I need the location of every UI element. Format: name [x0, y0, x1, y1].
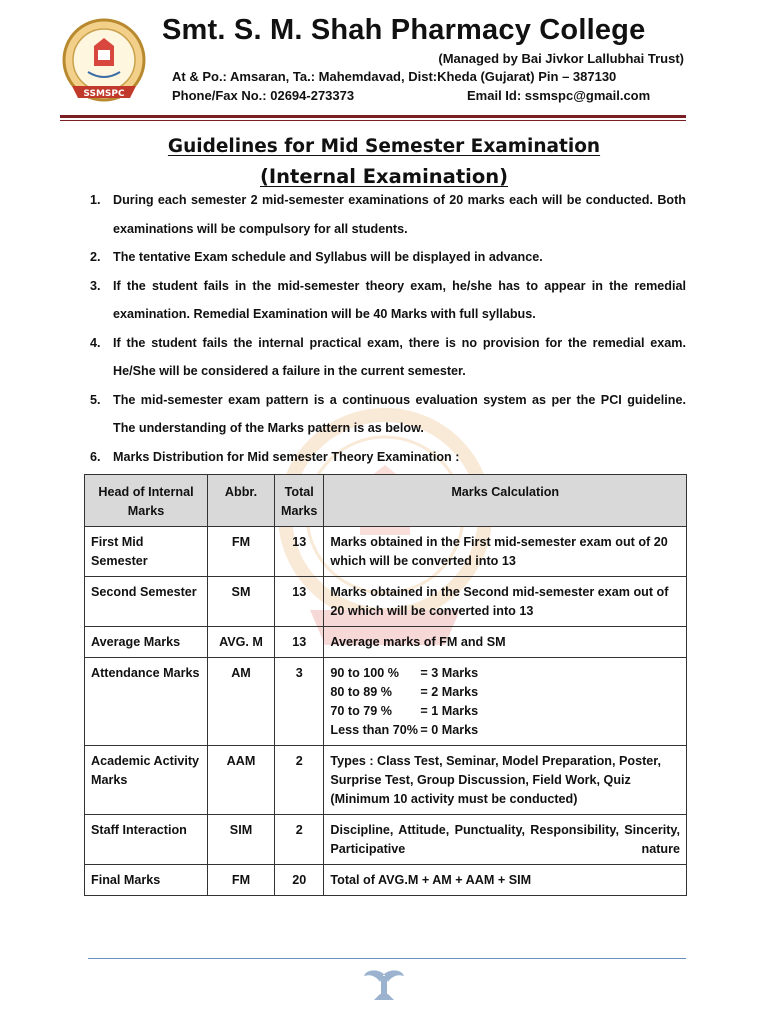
cell-calc: Marks obtained in the Second mid-semester exam out of 20 which will be converted into 13	[324, 577, 687, 627]
cell-calc: Average marks of FM and SM	[324, 627, 687, 658]
cell-total: 3	[275, 658, 324, 746]
table-row	[85, 577, 687, 627]
list-item-number: 6.	[90, 449, 101, 464]
table-row	[85, 658, 687, 746]
cell-head: Attendance Marks	[85, 658, 208, 746]
list-item-text: If the student fails the internal practical exam, there is no provision for the remedial exam. He/She will be considered a failure in the current semester.	[113, 335, 686, 378]
list-item-number: 2.	[90, 250, 101, 264]
list-item	[90, 272, 686, 329]
list-item-number: 4.	[90, 335, 101, 350]
footer-rule	[88, 958, 686, 959]
cell-abbr: FM	[208, 865, 275, 896]
cell-abbr: SIM	[208, 815, 275, 865]
letterhead	[0, 0, 768, 122]
footer-ornament-icon	[362, 968, 406, 1004]
marks-distribution-table	[84, 474, 687, 896]
attendance-line	[330, 702, 680, 721]
cell-total: 13	[275, 627, 324, 658]
cell-calc: Marks obtained in the First mid-semester exam out of 20 which will be converted into 13	[324, 527, 687, 577]
table-row	[85, 815, 687, 865]
cell-calc: Types : Class Test, Seminar, Model Preparation, Poster, Surprise Test, Group Discussion, Field Work, Quiz (Minimum 10 activity must be conducted)	[324, 746, 687, 815]
attendance-marks: = 3 Marks	[420, 666, 479, 680]
cell-head: Final Marks	[85, 865, 208, 896]
list-item	[90, 243, 686, 272]
college-address: At & Po.: Amsaran, Ta.: Mahemdavad, Dist:Kheda (Gujarat) Pin – 387130	[172, 69, 617, 84]
list-item	[90, 443, 686, 472]
table-header-row	[85, 475, 687, 527]
cell-abbr: AVG. M	[208, 627, 275, 658]
document-subtitle: (Internal Examination)	[259, 165, 509, 188]
attendance-line	[330, 664, 680, 683]
cell-head: Second Semester	[85, 577, 208, 627]
attendance-range: 70 to 79 %	[330, 704, 393, 718]
list-item-text: During each semester 2 mid-semester examinations of 20 marks each will be conducted. Both examinations will be compulsory for all students.	[113, 193, 686, 236]
header-total-marks: Total Marks	[275, 475, 324, 527]
list-item-number: 3.	[90, 278, 101, 293]
list-item	[90, 186, 686, 243]
cell-head: Academic Activity Marks	[85, 746, 208, 815]
table-row	[85, 527, 687, 577]
document-title: Guidelines for Mid Semester Examination	[167, 136, 601, 157]
cell-calc: Discipline, Attitude, Punctuality, Responsibility, Sincerity, Participative nature	[324, 815, 687, 865]
cell-total: 2	[275, 815, 324, 865]
list-item	[90, 386, 686, 443]
list-item-number: 5.	[90, 392, 101, 407]
header-abbr: Abbr.	[208, 475, 275, 527]
list-item-text: The tentative Exam schedule and Syllabus will be displayed in advance.	[113, 250, 543, 264]
phone-fax: Phone/Fax No.: 02694-273373	[172, 88, 355, 103]
cell-total: 2	[275, 746, 324, 815]
email-id: Email Id: ssmspc@gmail.com	[467, 88, 651, 103]
cell-abbr: SM	[208, 577, 275, 627]
cell-total: 13	[275, 527, 324, 577]
trust-name: (Managed by Bai Jivkor Lallubhai Trust)	[438, 51, 684, 66]
attendance-range: Less than 70%	[330, 723, 418, 737]
college-name: Smt. S. M. Shah Pharmacy College	[162, 14, 646, 46]
cell-head: Staff Interaction	[85, 815, 208, 865]
attendance-marks: = 1 Marks	[420, 704, 479, 718]
logo-banner-text: SSMSPC	[83, 89, 125, 99]
header-head-of-marks: Head of Internal Marks	[85, 475, 208, 527]
table-row	[85, 865, 687, 896]
cell-head: Average Marks	[85, 627, 208, 658]
list-item	[90, 329, 686, 386]
list-item-text: If the student fails in the mid-semester theory exam, he/she has to appear in the remedial examination. Remedial Examination will be 40 Marks with full syllabus.	[113, 278, 686, 321]
attendance-marks: = 0 Marks	[420, 723, 479, 737]
cell-abbr: AAM	[208, 746, 275, 815]
attendance-range: 90 to 100 %	[330, 666, 400, 680]
table-row	[85, 746, 687, 815]
list-item-number: 1.	[90, 193, 101, 207]
guidelines-list	[90, 186, 686, 471]
cell-abbr: AM	[208, 658, 275, 746]
cell-abbr: FM	[208, 527, 275, 577]
cell-total: 13	[275, 577, 324, 627]
college-logo-icon	[58, 16, 150, 108]
cell-calc: Total of AVG.M + AM + AAM + SIM	[324, 865, 687, 896]
cell-calc	[324, 658, 687, 746]
attendance-line	[330, 721, 680, 740]
table-row	[85, 627, 687, 658]
list-item-text: The mid-semester exam pattern is a continuous evaluation system as per the PCI guideline. The understanding of the Marks pattern is as below.	[113, 392, 686, 435]
attendance-line	[330, 683, 680, 702]
header-marks-calculation: Marks Calculation	[324, 475, 687, 527]
cell-head: First Mid Semester	[85, 527, 208, 577]
header-rule-thick	[60, 115, 686, 118]
attendance-marks: = 2 Marks	[420, 685, 479, 699]
header-rule-thin	[60, 120, 686, 121]
list-item-text: Marks Distribution for Mid semester Theory Examination :	[113, 449, 460, 464]
cell-total: 20	[275, 865, 324, 896]
attendance-range: 80 to 89 %	[330, 685, 393, 699]
